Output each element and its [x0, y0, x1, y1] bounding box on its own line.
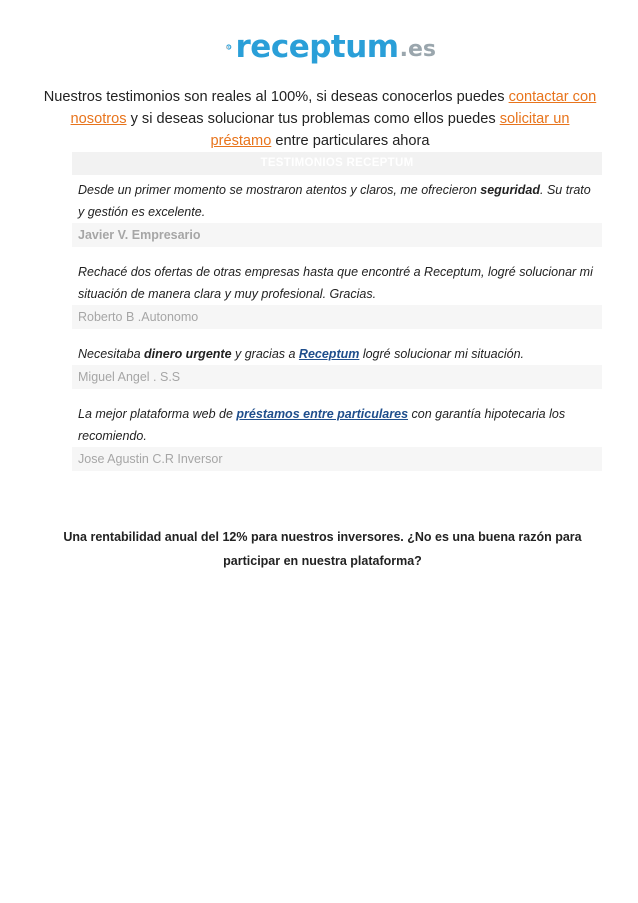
- quote-text: logré solucionar mi situación.: [359, 347, 525, 361]
- quote-text: con garantía hipotecaria los recomiendo.: [78, 407, 566, 443]
- intro-text-3: entre particulares ahora: [271, 133, 430, 149]
- quote-text: Necesitaba: [78, 347, 145, 361]
- contact-link[interactable]: contactar con nosotros: [70, 89, 597, 127]
- testimonials-table: [72, 152, 602, 471]
- quote-text: . Su trato y gestión es excelente.: [78, 183, 591, 219]
- testimonials-header: TESTIMONIOS RECEPTUM: [72, 152, 602, 175]
- quote-text: Desde un primer momento se mostraron atentos y claros, me ofrecieron: [78, 183, 481, 197]
- quote-bold: dinero urgente: [144, 347, 232, 361]
- intro-text-2: y si deseas solucionar tus problemas como ellos puedes: [126, 111, 500, 127]
- testimonial-quote: [72, 399, 602, 447]
- testimonial-author: Roberto B .Autonomo: [72, 305, 602, 329]
- testimonial-author: Miguel Angel . S.S: [72, 365, 602, 389]
- quote-text: y gracias a: [231, 347, 299, 361]
- p2p-loans-link[interactable]: préstamos entre particulares: [236, 407, 409, 421]
- receptum-logo[interactable]: [226, 22, 436, 72]
- testimonial-quote: [72, 339, 602, 365]
- loan-request-link[interactable]: solicitar un préstamo: [210, 111, 570, 149]
- closing-statement: Una rentabilidad anual del 12% para nuestros inversores. ¿No es una buena razón para participar en nuestra plataforma?: [63, 530, 582, 568]
- quote-bold: seguridad: [480, 183, 541, 197]
- quote-text: La mejor plataforma web de: [78, 407, 237, 421]
- testimonial-quote: [72, 175, 602, 223]
- quote-text: Rechacé dos ofertas de otras empresas hasta que encontré a Receptum, logré solucionar mi situación de manera clara y muy profesional. Gracias.: [78, 265, 593, 301]
- brand-ext: .es: [399, 36, 436, 62]
- receptum-logo-icon: [226, 24, 232, 70]
- testimonial-author: Javier V. Empresario: [72, 223, 602, 247]
- brand-name: receptum: [235, 28, 399, 65]
- intro-paragraph: [40, 86, 600, 152]
- receptum-link[interactable]: Receptum: [298, 347, 360, 361]
- testimonial-author: Jose Agustin C.R Inversor: [72, 447, 602, 471]
- intro-text-1: Nuestros testimonios son reales al 100%, si deseas conocerlos puedes: [43, 89, 509, 105]
- testimonial-quote: [72, 257, 602, 305]
